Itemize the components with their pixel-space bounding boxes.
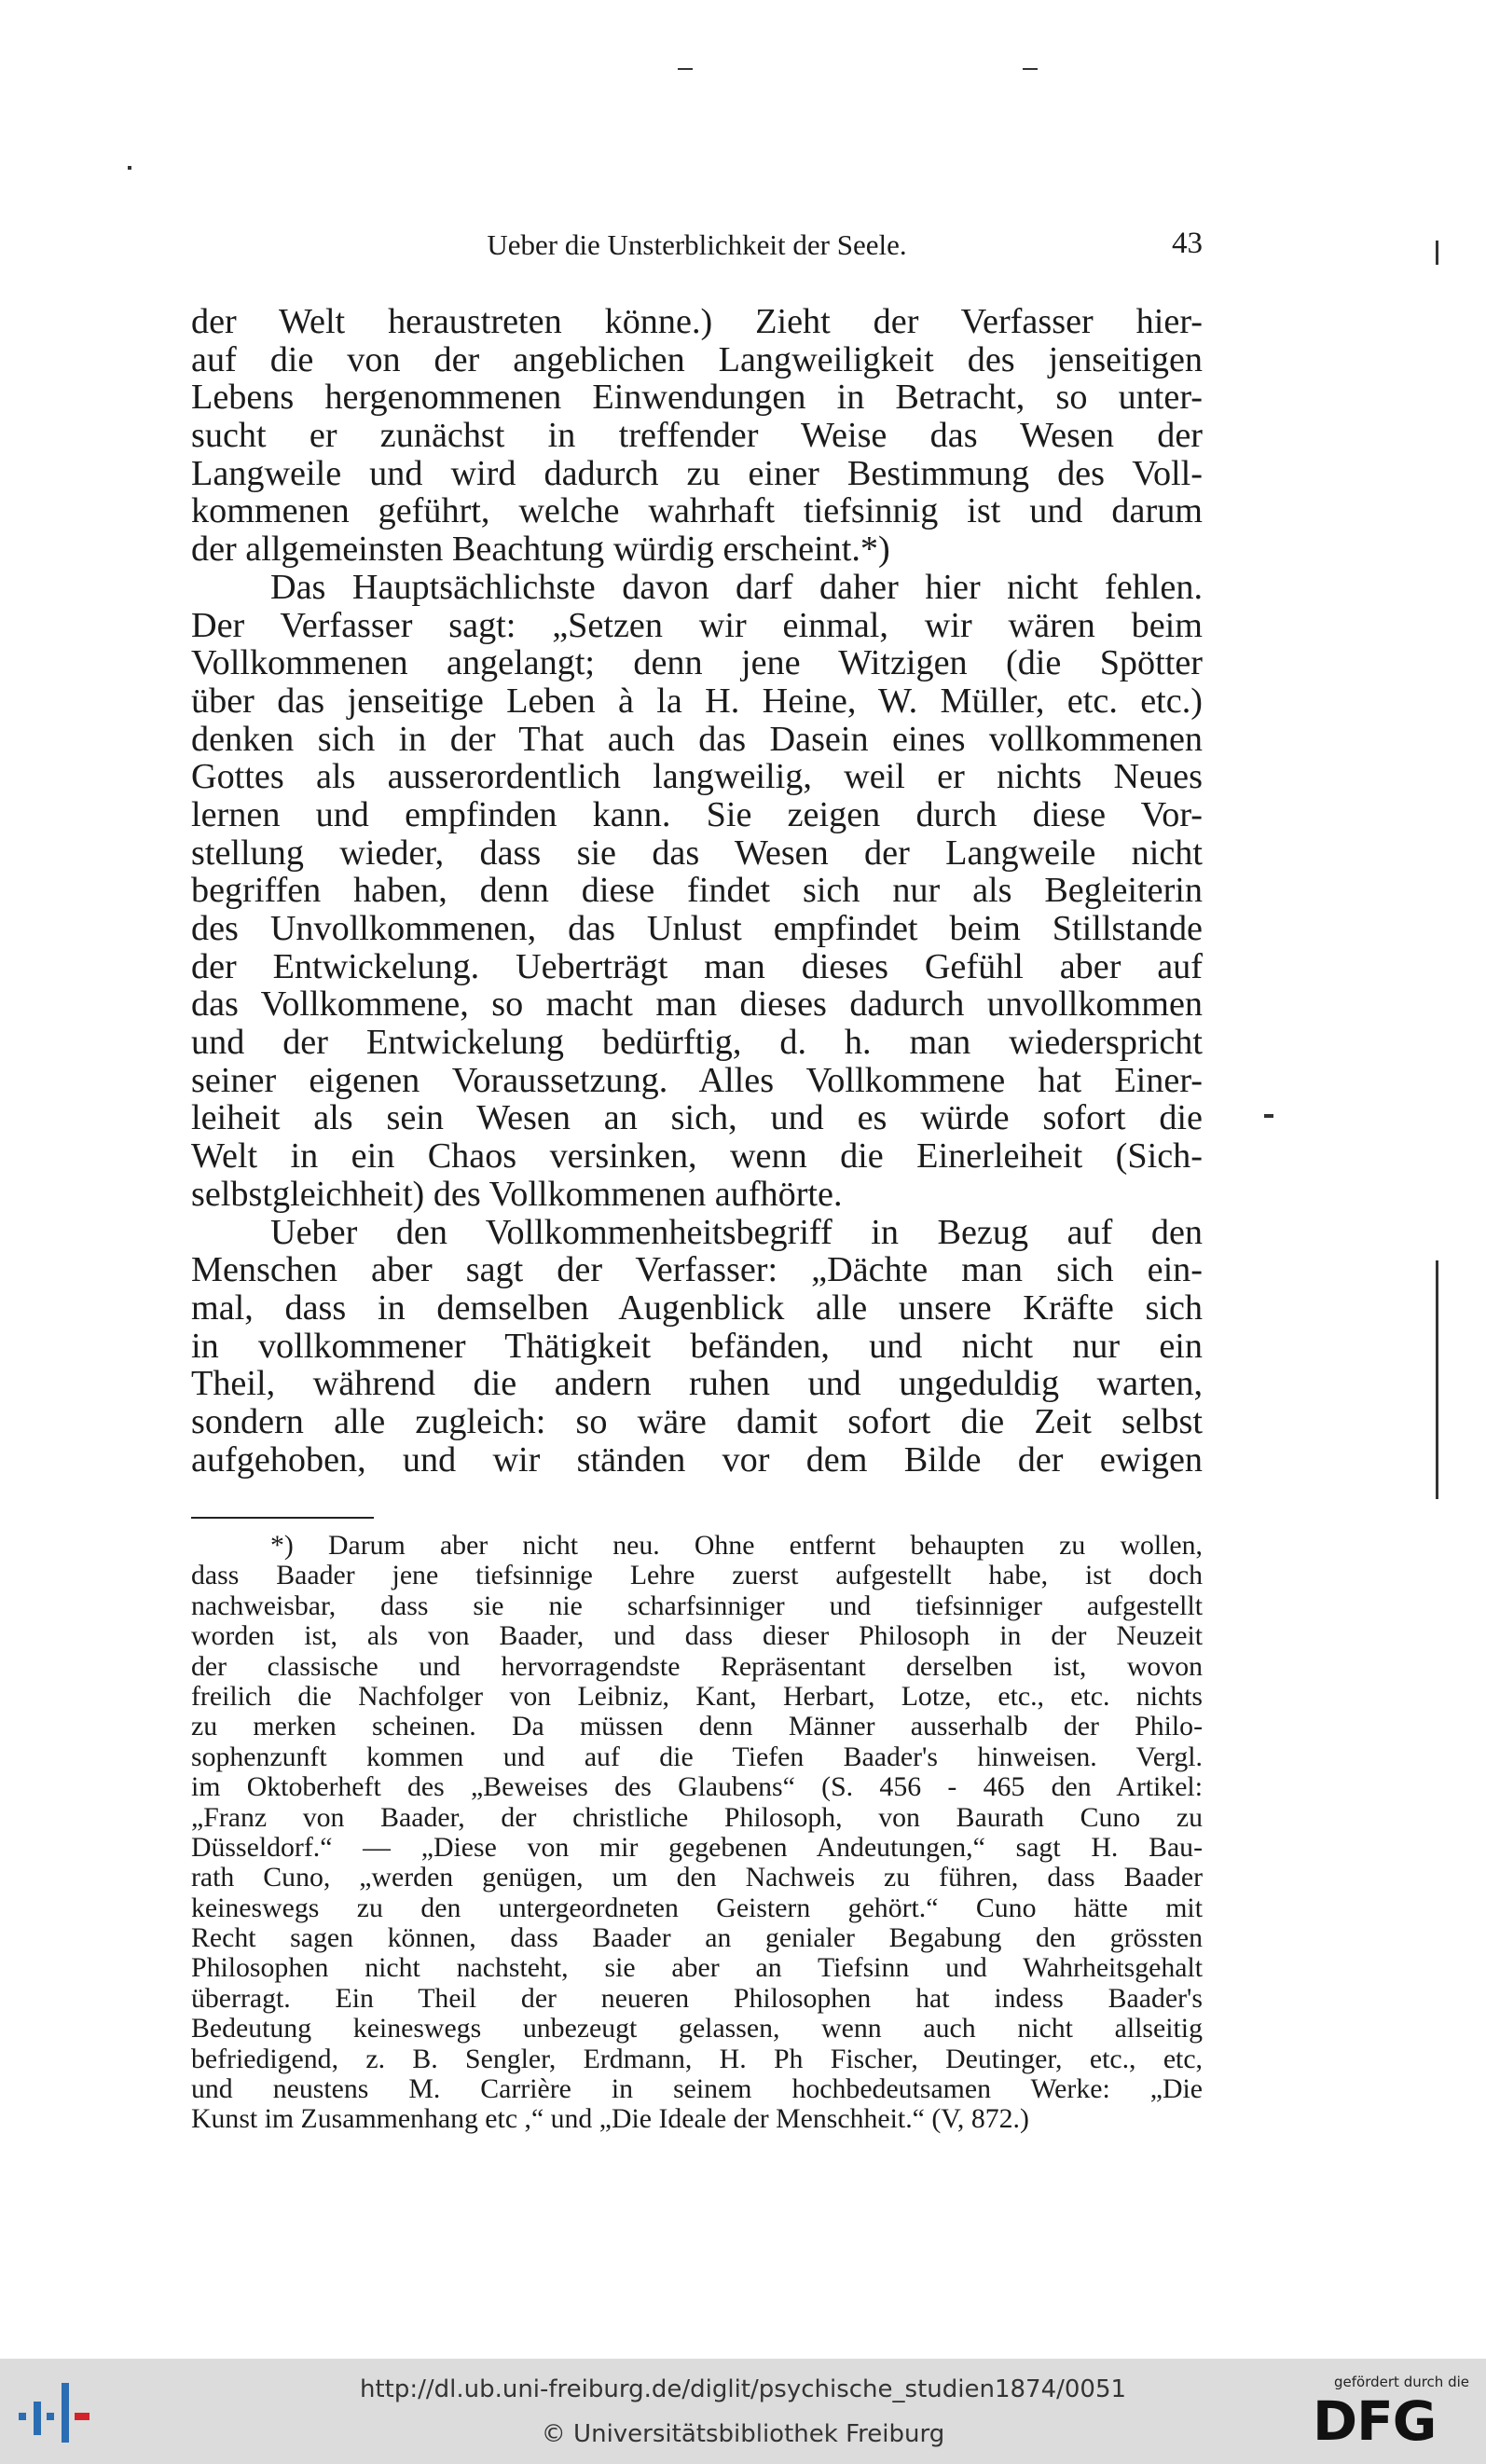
page-number: 43 xyxy=(1172,227,1203,260)
text-line: und der Entwickelung bedürftig, d. h. man wiederspricht xyxy=(191,1023,1203,1063)
text-line: über das jenseitige Leben à la H. Heine, W. Müller, etc. etc.) xyxy=(191,681,1203,721)
text-line: des Unvollkommenen, das Unlust empfindet beim Stillstande xyxy=(191,909,1203,948)
text-line: der Welt heraustreten könne.) Zieht der Verfasser hier- xyxy=(191,302,1203,341)
text-line: Gottes als ausserordentlich langweilig, weil er nichts Neues xyxy=(191,757,1203,797)
running-head-title: Ueber die Unsterblichkeit der Seele. xyxy=(487,228,907,261)
text-line: der allgemeinsten Beachtung würdig erscheint.*) xyxy=(191,530,890,570)
text-line: Ueber den Vollkommenheitsbegriff in Bezug auf den xyxy=(270,1212,1203,1252)
text-line: Langweile und wird dadurch zu einer Bestimmung des Voll- xyxy=(191,453,1203,493)
footnote-rule xyxy=(191,1517,374,1519)
footnote-line: *) Darum aber nicht neu. Ohne entfernt behaupten zu wollen, xyxy=(270,1530,1203,1561)
footnote-line: Düsseldorf.“ — „Diese von mir gegebenen Andeutungen,“ sagt H. Bau- xyxy=(191,1831,1203,1863)
text-line: mal, dass in demselben Augenblick alle unsere Kräfte sich xyxy=(191,1287,1203,1328)
text-line: Theil, während die andern ruhen und ungeduldig warten, xyxy=(191,1364,1203,1404)
footnote-line: freilich die Nachfolger von Leibniz, Kant, Herbart, Lotze, etc., etc. nichts xyxy=(191,1680,1203,1712)
scan-mark xyxy=(1023,68,1038,70)
text-line: kommenen geführt, welche wahrhaft tiefsinnig ist und darum xyxy=(191,491,1203,531)
footnote-line: überragt. Ein Theil der neueren Philosophen hat indess Baader's xyxy=(191,1982,1203,2014)
dfg-caption: gefördert durch die xyxy=(1334,2374,1469,2390)
viewer-footer xyxy=(0,2359,1486,2464)
footnote-line: keineswegs zu den untergeordneten Geistern gehört.“ Cuno hätte mit xyxy=(191,1892,1203,1923)
scan-mark xyxy=(1264,1114,1273,1118)
text-line: Das Hauptsächlichste davon darf daher hier nicht fehlen. xyxy=(270,567,1203,607)
footnote-line: sophenzunft kommen und auf die Tiefen Baader's hinweisen. Vergl. xyxy=(191,1741,1203,1772)
footnote-line: rath Cuno, „werden genügen, um den Nachweis zu führen, dass Baader xyxy=(191,1862,1203,1893)
footnote-line: „Franz von Baader, der christliche Philosoph, von Baurath Cuno zu xyxy=(191,1801,1203,1833)
text-line: denken sich in der That auch das Dasein eines vollkommenen xyxy=(191,719,1203,759)
footnote-line: Recht sagen können, dass Baader an genialer Begabung den grössten xyxy=(191,1922,1203,1954)
body-text xyxy=(191,303,1203,1479)
scan-mark xyxy=(1436,241,1438,265)
scan-mark xyxy=(1436,1260,1438,1499)
copyright-notice: © Universitätsbibliothek Freiburg xyxy=(541,2420,945,2448)
text-line: leiheit als sein Wesen an sich, und es würde sofort die xyxy=(191,1098,1203,1138)
text-line: sondern alle zugleich: so wäre damit sofort die Zeit selbst xyxy=(191,1401,1203,1441)
permalink-url[interactable]: http://dl.ub.uni-freiburg.de/diglit/psychische_studien1874/0051 xyxy=(359,2375,1127,2403)
footnote-line: der classische und hervorragendste Repräsentant derselben ist, wovon xyxy=(191,1650,1203,1682)
text-line: Lebens hergenommenen Einwendungen in Betracht, so unter- xyxy=(191,378,1203,418)
text-line: in vollkommener Thätigkeit befänden, und nicht nur ein xyxy=(191,1326,1203,1366)
text-line: Der Verfasser sagt: „Setzen wir einmal, wir wären beim xyxy=(191,605,1203,645)
text-line: seiner eigenen Voraussetzung. Alles Vollkommene hat Einer- xyxy=(191,1060,1203,1100)
dfg-funding-badge xyxy=(1311,2374,1469,2457)
text-line: lernen und empfinden kann. Sie zeigen durch diese Vor- xyxy=(191,794,1203,834)
footnote-line: Kunst im Zusammenhang etc ,“ und „Die Ideale der Menschheit.“ (V, 872.) xyxy=(191,2103,1029,2135)
footnote-line: dass Baader jene tiefsinnige Lehre zuerst aufgestellt habe, ist doch xyxy=(191,1560,1203,1591)
dfg-logo: DFG xyxy=(1313,2389,1437,2453)
footnote-line: Bedeutung keineswegs unbezeugt gelassen, wenn auch nicht allseitig xyxy=(191,2013,1203,2044)
text-line: das Vollkommene, so macht man dieses dadurch unvollkommen xyxy=(191,984,1203,1025)
text-line: aufgehoben, und wir ständen vor dem Bilde der ewigen xyxy=(191,1439,1203,1480)
text-line: der Entwickelung. Ueberträgt man dieses Gefühl aber auf xyxy=(191,946,1203,986)
text-line: auf die von der angeblichen Langweiligkeit des jenseitigen xyxy=(191,339,1203,379)
footnote-line: nachweisbar, dass sie nie scharfsinniger und tiefsinniger aufgestellt xyxy=(191,1590,1203,1621)
text-line: selbstgleichheit) des Vollkommenen aufhörte. xyxy=(191,1174,843,1214)
footnote-line: zu merken scheinen. Da müssen denn Männer ausserhalb der Philo- xyxy=(191,1711,1203,1742)
text-line: stellung wieder, dass sie das Wesen der Langweile nicht xyxy=(191,833,1203,873)
footnote-line: befriedigend, z. B. Sengler, Erdmann, H. Ph Fischer, Deutinger, etc., etc, xyxy=(191,2043,1203,2074)
scan-mark xyxy=(128,166,131,170)
running-head xyxy=(191,228,1203,266)
footnote xyxy=(191,1531,1203,2135)
text-line: begriffen haben, denn diese findet sich nur als Begleiterin xyxy=(191,871,1203,911)
footnote-line: im Oktoberheft des „Beweises des Glaubens“ (S. 456 - 465 den Artikel: xyxy=(191,1771,1203,1803)
text-line: Welt in ein Chaos versinken, wenn die Einerleiheit (Sich- xyxy=(191,1136,1203,1177)
footnote-line: Philosophen nicht nachsteht, sie aber an Tiefsinn und Wahrheitsgehalt xyxy=(191,1952,1203,1984)
text-line: Menschen aber sagt der Verfasser: „Dächte man sich ein- xyxy=(191,1250,1203,1290)
footnote-line: worden ist, als von Baader, und dass dieser Philosoph in der Neuzeit xyxy=(191,1620,1203,1652)
scan-mark xyxy=(678,68,693,70)
text-line: Vollkommenen angelangt; denn jene Witzigen (die Spötter xyxy=(191,643,1203,683)
footnote-line: und neustens M. Carrière in seinem hochbedeutsamen Werke: „Die xyxy=(191,2073,1203,2105)
text-line: sucht er zunächst in treffender Weise das Wesen der xyxy=(191,416,1203,456)
